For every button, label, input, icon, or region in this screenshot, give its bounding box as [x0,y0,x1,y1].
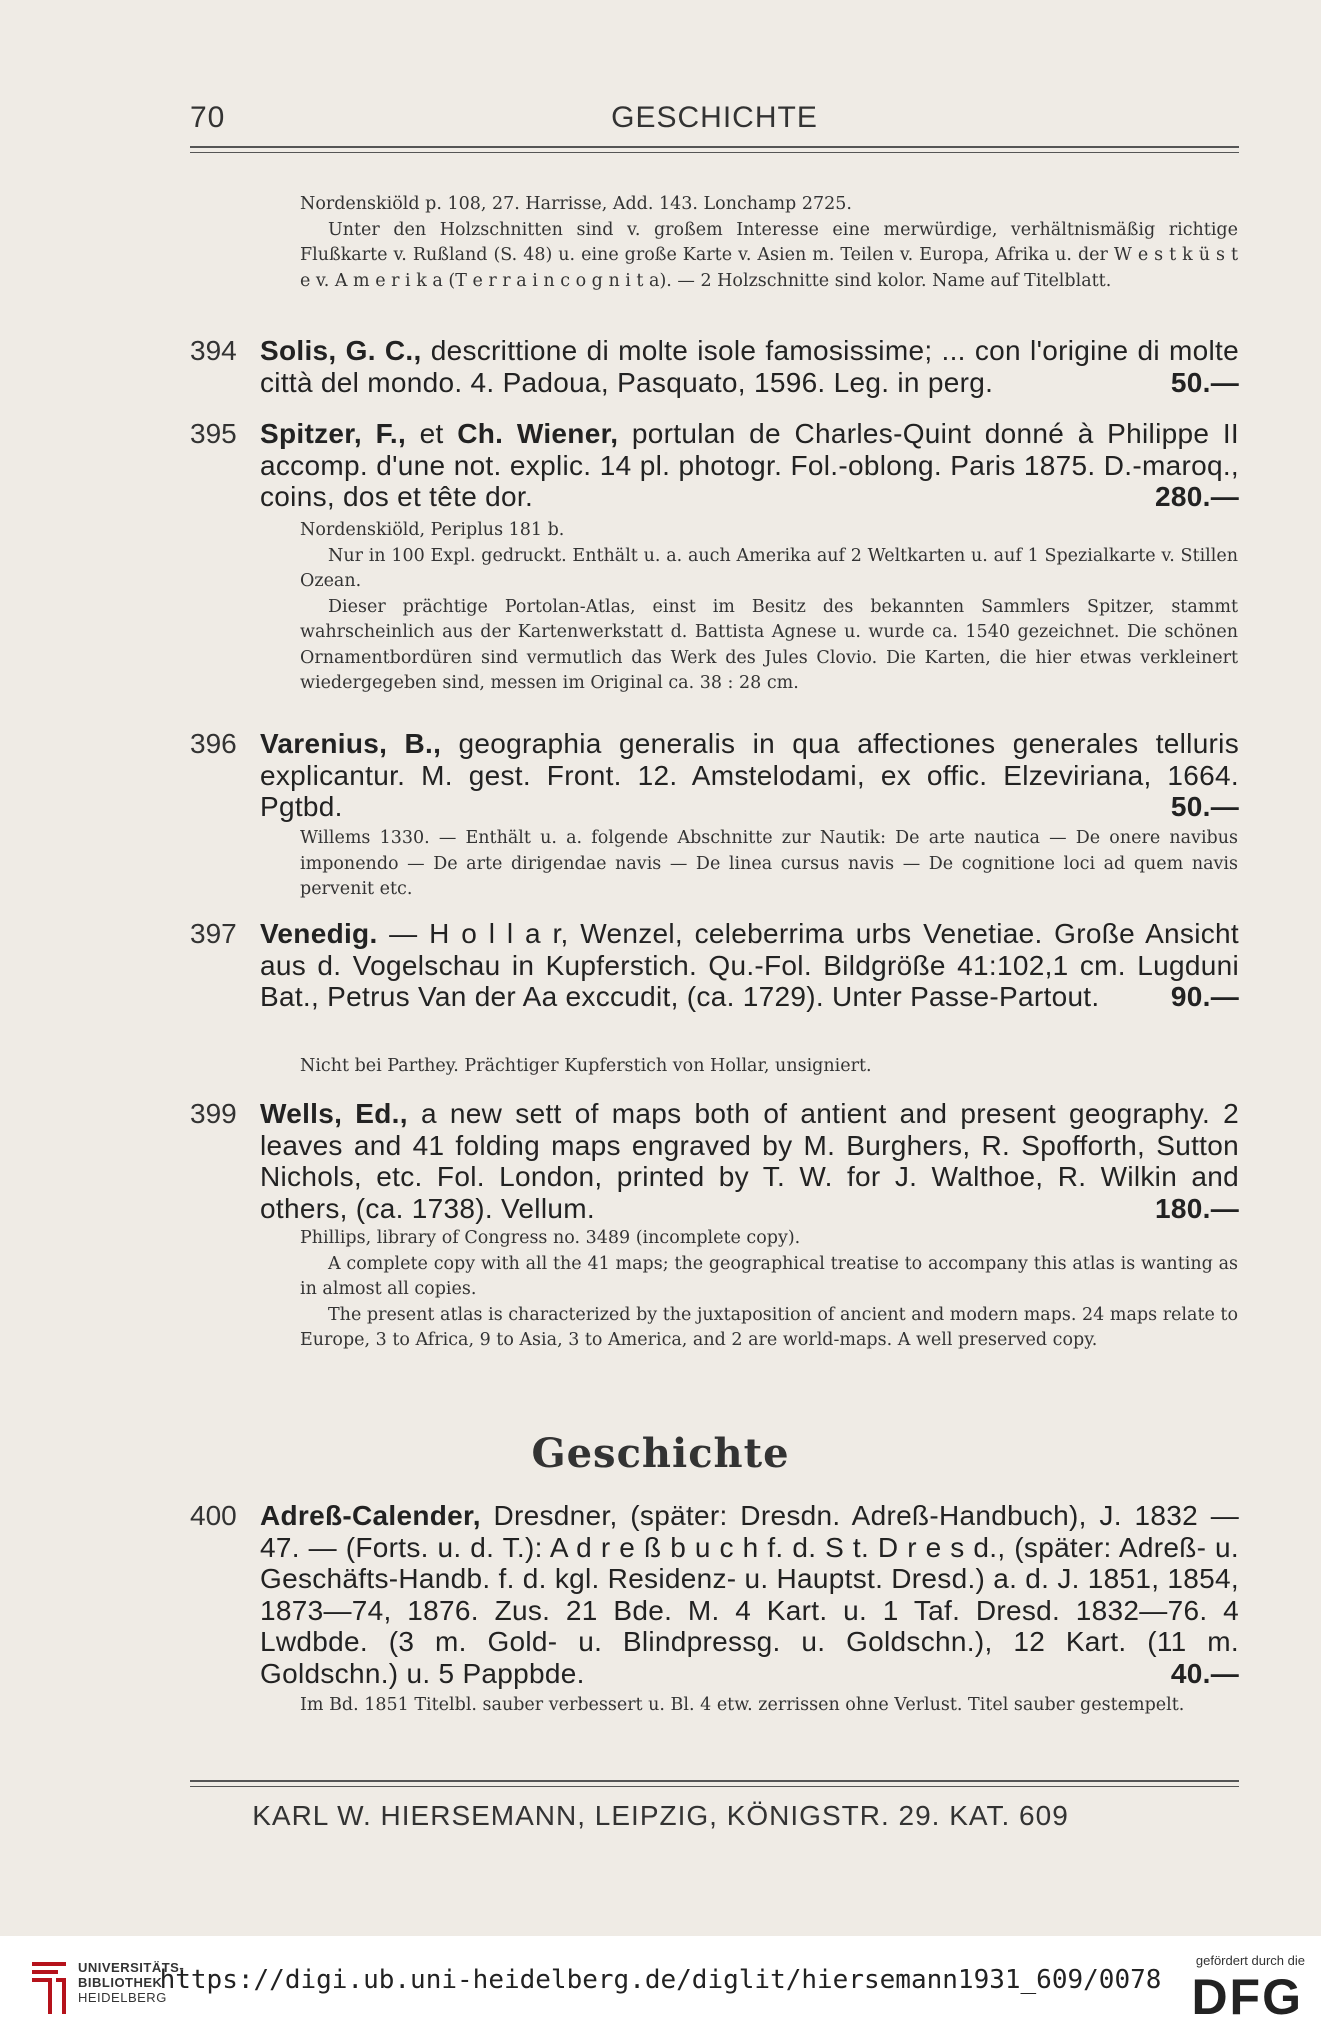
library-line: HEIDELBERG [78,1990,167,2005]
page-number: 70 [190,101,226,134]
library-line: BIBLIOTHEK [78,1975,163,1990]
note-line: The present atlas is characterized by the juxtaposition of ancient and modern maps. 24 maps relate to Europe, 3 to Africa, 9 to Asia, 3 to America, and 2 are world-maps. A well preserved copy. [300,1304,1238,1350]
entry-number: 397 [190,918,237,949]
entry-price: 50.— [1170,791,1239,822]
page-header [190,101,1239,141]
entry-author: Solis, G. C., [260,335,422,366]
entry-price: 280.— [1155,481,1239,512]
entry-author: Venedig. [260,918,378,949]
entry-text: Dresdner, (später: Dresdn. Adreß-Handbuch), J. 1832 —47. — (Forts. u. d. T.): A d r e ß b u c h f. d. S t. D r e s d., (später: Adreß- u. Geschäfts-Handb. f. d. kgl. Residenz- u. Hauptst. Dresd.) a. d. J. 1851, 1854, 1873—74, 1876. Zus. 21 Bde. M. 4 Kart. u. 1 Taf. Dresd. 1832—76. 4 Lwdbde. (3 m. Gold- u. Blindpressg. u. Goldschn.), 12 Kart. (11 m. Goldschn.) u. 5 Pappbde. [260,1500,1239,1689]
note-line: Nur in 100 Expl. gedruckt. Enthält u. a. auch Amerika auf 2 Weltkarten u. auf 1 Spezialkarte v. Stillen Ozean. [300,545,1238,591]
funded-by-label: gefördert durch die [1195,1953,1305,1968]
dfg-logo: DFG [1191,1969,1303,2025]
entry-text: geographia generalis in qua affectiones generales telluris explicantur. M. gest. Front. 12. Amstelodami, ex offic. Elzeviriana, 1664. Pgtbd. [260,728,1240,822]
catalog-entry [190,918,1239,1013]
entry-author: Adreß-Calender, [260,1500,481,1531]
note-line: Nordenskiöld p. 108, 27. Harrisse, Add. 143. Lonchamp 2725. [300,194,852,214]
entry-text: a new sett of maps both of antient and present geography. 2 leaves and 41 folding maps engraved by M. Burghers, R. Spofforth, Sutton Nichols, etc. Fol. London, printed by T. W. for J. Walthoe, R. Wilkin and others, (ca. 1738). Vellum. [260,1098,1240,1224]
header-rule [190,146,1239,153]
entry-price: 50.— [1170,366,1239,398]
section-title: Geschichte [531,1430,790,1477]
entry-body [260,1098,1239,1224]
catalog-entry [190,335,1239,398]
entry-body [260,918,1239,1013]
entry-coauthor: Ch. Wiener, [457,418,619,449]
entry-price: 90.— [1170,981,1239,1012]
running-title: GESCHICHTE [611,101,818,134]
catalog-entry [190,418,1239,513]
entry-notes [300,1226,1238,1354]
entry-text: — H o l l a r, Wenzel, celeberrima urbs Venetiae. Große Ansicht aus d. Vogelschau in Kupferstich. Qu.-Fol. Bildgröße 41:102,1 cm. Lugduni Bat., Petrus Van der Aa exccudit, (ca. 1729). Unter Passe-Partout. [260,918,1239,1012]
entry-author: Spitzer, F., [260,418,407,449]
note-line: Phillips, library of Congress no. 3489 (incomplete copy). [300,1228,801,1248]
note-line: Im Bd. 1851 Titelbl. sauber verbessert u. Bl. 4 etw. zerrissen ohne Verlust. Titel sauber gestempelt. [300,1695,1185,1715]
entry-number: 399 [190,1098,237,1129]
entry-body [260,335,1239,398]
footer-rule [190,1780,1239,1787]
permalink-url[interactable]: https://digi.ub.uni-heidelberg.de/diglit/hiersemann1931_609/0078 [159,1965,1162,1995]
note-line: Willems 1330. — Enthält u. a. folgende Abschnitte zur Nautik: De arte nautica — De onere navibus imponendo — De arte dirigendae navis — De linea cursus navis — De cognitione loci ad quem navis pervenit etc. [300,828,1238,899]
entry-price: 40.— [1170,1657,1239,1689]
entry-number: 395 [190,418,237,449]
note-line: Nordenskiöld, Periplus 181 b. [300,520,565,540]
catalog-entry [190,728,1239,823]
entry-number: 396 [190,728,237,759]
entry-notes [300,518,1238,697]
entry-number: 394 [190,335,237,366]
entry-body [260,1500,1239,1689]
top-note [300,192,1238,294]
entry-text: portulan de Charles-Quint donné à Philippe II accomp. d'une not. explic. 14 pl. photogr. Fol.-oblong. Paris 1875. D.-maroq., coins, dos et tête dor. [260,418,1239,512]
entry-notes [300,826,1238,903]
entry-body: Spitzer, F., et Ch. Wiener, portulan de Charles-Quint donné à Philippe II accomp. d'une not. explic. 14 pl. photogr. Fol.-oblong. Paris 1875. D.-maroq., coins, dos et tête dor. 280.— [260,418,1239,512]
entry-number: 400 [190,1500,237,1531]
note-line: Nicht bei Parthey. Prächtiger Kupferstich von Hollar, unsigniert. [300,1056,872,1076]
entry-text: descrittione di molte isole famosissime; ... con l'origine di molte città del mondo. 4. Padoua, Pasquato, 1596. Leg. in perg. [260,335,1239,398]
note-line: Unter den Holzschnitten sind v. großem Interesse eine merwürdige, verhältnismäßig richtige Flußkarte v. Rußland (S. 48) u. eine große Karte v. Asien m. Teilen v. Europa, Afrika u. der W e s t k ü s t e v. A m e r i k a (T e r r a i n c o g n i t a). — 2 Holzschnitte sind kolor. Name auf Titelblatt. [300,219,1238,291]
catalog-entry [190,1098,1239,1224]
entry-author: Wells, Ed., [260,1098,408,1129]
entry-price: 180.— [1155,1192,1239,1224]
catalog-entry [190,1500,1239,1689]
entry-author: Varenius, B., [260,728,442,759]
entry-body [260,728,1239,823]
publisher-footer: KARL W. HIERSEMANN, LEIPZIG, KÖNIGSTR. 29. KAT. 609 [252,1800,1069,1831]
entry-notes [300,1693,1238,1719]
entry-notes [300,1054,1238,1080]
note-line: A complete copy with all the 41 maps; the geographical treatise to accompany this atlas is wanting as in almost all copies. [300,1253,1238,1299]
note-line: Dieser prächtige Portolan-Atlas, einst im Besitz des bekannten Sammlers Spitzer, stammt wahrscheinlich aus der Kartenwerkstatt d. Battista Agnese u. wurde ca. 1540 gezeichnet. Die schönen Ornamentbordüren sind vermutlich das Werk des Jules Clovio. Die Karten, die hier etwas verkleinert wiedergegeben sind, messen im Original ca. 38 : 28 cm. [300,596,1238,693]
library-line: UNIVERSITÄTS- [78,1960,185,1975]
